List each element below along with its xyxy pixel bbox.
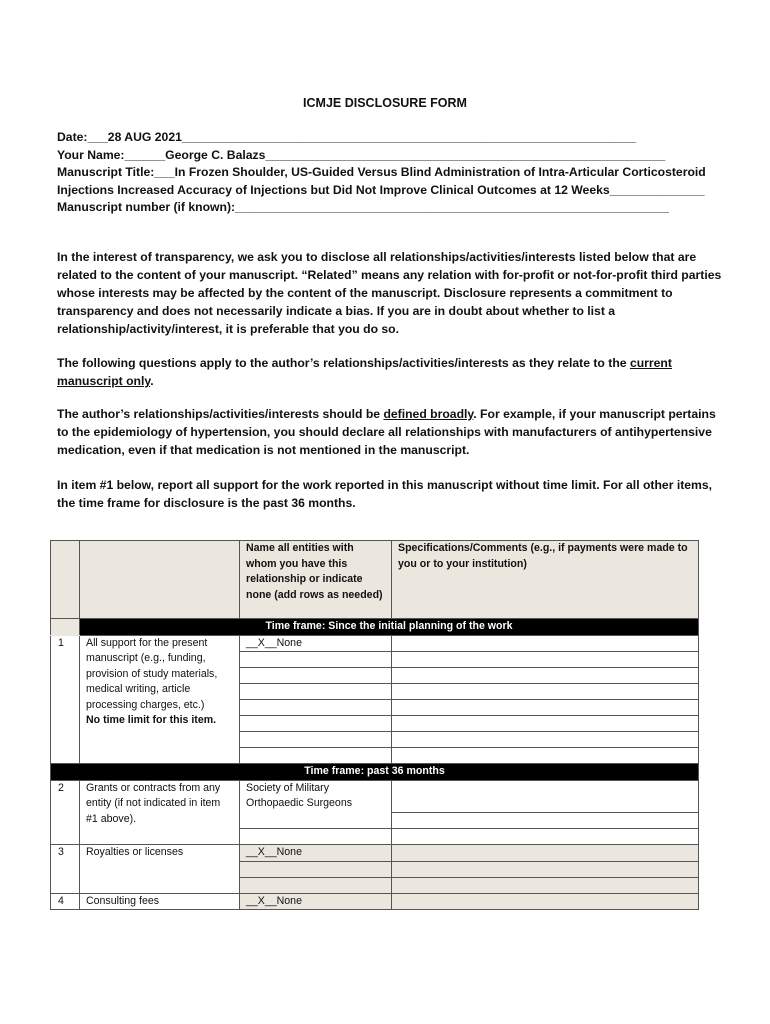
manuscript-title-line-2: Injections Increased Accuracy of Injections but Did Not Improve Clinical Outcomes at 12 Weeks______________ bbox=[57, 182, 705, 197]
broad-text: The author’s relationships/activities/interests should be bbox=[57, 407, 384, 421]
comment-field[interactable] bbox=[392, 748, 699, 764]
item-row-3 bbox=[51, 844, 699, 861]
entity-field[interactable] bbox=[240, 684, 392, 700]
table-header-row bbox=[51, 541, 699, 619]
comment-field[interactable] bbox=[392, 844, 699, 861]
scope-underlined: current manuscript only bbox=[57, 356, 672, 388]
comment-field[interactable] bbox=[392, 893, 699, 910]
comment-field[interactable] bbox=[392, 684, 699, 700]
item-number: 2 bbox=[51, 780, 80, 844]
comment-field[interactable] bbox=[392, 652, 699, 668]
entity-field[interactable]: Society of Military Orthopaedic Surgeons bbox=[240, 780, 392, 828]
comment-field[interactable] bbox=[392, 668, 699, 684]
entity-field[interactable]: __X__None bbox=[240, 893, 392, 910]
broad-definition-paragraph bbox=[57, 405, 727, 459]
item-label-note: No time limit for this item. bbox=[86, 714, 217, 726]
item-row-1 bbox=[51, 635, 699, 652]
broad-text-end: . For example, if your manuscript pertains to the epidemiology of hypertension, you should declare all relationships with manufacturers of antihypertensive medication, even if that medication is not mentioned in the manuscript. bbox=[57, 407, 716, 457]
disclosure-table bbox=[50, 540, 699, 910]
item-number: 3 bbox=[51, 844, 80, 893]
item-label: Grants or contracts from any entity (if not indicated in item #1 above). bbox=[80, 780, 240, 844]
item-label-text: All support for the present manuscript (e.g., funding, provision of study materials, medical writing, article processing charges, etc.) bbox=[86, 636, 218, 711]
broad-underlined: defined broadly bbox=[383, 407, 474, 421]
item-row-4 bbox=[51, 893, 699, 910]
entity-field[interactable] bbox=[240, 828, 392, 844]
item-label: Consulting fees bbox=[80, 893, 240, 910]
comment-field[interactable] bbox=[392, 861, 699, 877]
transparency-paragraph: In the interest of transparency, we ask you to disclose all relationships/activities/interests listed below that are related to the content of your manuscript. “Related” means any relation with for-profit or not-for-profit third parties whose interests may be affected by the content of the manuscript. Disclosure represents a commitment to transparency and does not necessarily indicate a bias. If you are in doubt about whether to list a relationship/activity/interest, it is preferable that you do so. bbox=[57, 250, 722, 336]
comment-field[interactable] bbox=[392, 780, 699, 812]
scope-end: . bbox=[150, 374, 154, 388]
comment-field[interactable] bbox=[392, 812, 699, 828]
comment-field[interactable] bbox=[392, 828, 699, 844]
time-frame-band-1 bbox=[51, 619, 699, 636]
entity-field[interactable] bbox=[240, 700, 392, 716]
entity-field[interactable] bbox=[240, 652, 392, 668]
time-frame-band-2 bbox=[51, 764, 699, 781]
entities-column-header: Name all entities with whom you have this relationship or indicate none (add rows as needed) bbox=[240, 541, 392, 619]
item-row-2 bbox=[51, 780, 699, 812]
entity-field[interactable] bbox=[240, 861, 392, 877]
entity-field[interactable] bbox=[240, 748, 392, 764]
entity-field[interactable]: __X__None bbox=[240, 635, 392, 652]
specifications-column-header: Specifications/Comments (e.g., if payments were made to you or to your institution) bbox=[392, 541, 699, 619]
date-line: Date:___28 AUG 2021___________________________________________________________________ bbox=[57, 130, 637, 144]
item-label bbox=[80, 635, 240, 764]
item-number: 1 bbox=[51, 635, 80, 764]
entity-field[interactable] bbox=[240, 877, 392, 893]
time-frame-label-1: Time frame: Since the initial planning of the work bbox=[80, 619, 699, 636]
comment-field[interactable] bbox=[392, 700, 699, 716]
manuscript-title-line-1: Manuscript Title:___In Frozen Shoulder, US-Guided Versus Blind Administration of Intra-Articular Corticosteroid bbox=[57, 165, 706, 179]
item-label: Royalties or licenses bbox=[80, 844, 240, 893]
scope-paragraph bbox=[57, 354, 727, 390]
header-fields bbox=[57, 129, 717, 217]
form-title: ICMJE DISCLOSURE FORM bbox=[303, 96, 467, 110]
scope-text: The following questions apply to the author’s relationships/activities/interests as they relate to the bbox=[57, 356, 630, 370]
entity-field[interactable] bbox=[240, 668, 392, 684]
comment-field[interactable] bbox=[392, 635, 699, 652]
time-frame-label-2: Time frame: past 36 months bbox=[51, 764, 699, 781]
comment-field[interactable] bbox=[392, 877, 699, 893]
comment-field[interactable] bbox=[392, 732, 699, 748]
comment-field[interactable] bbox=[392, 716, 699, 732]
entity-field[interactable] bbox=[240, 716, 392, 732]
entity-field[interactable] bbox=[240, 732, 392, 748]
item-number: 4 bbox=[51, 893, 80, 910]
name-line: Your Name:______George C. Balazs___________________________________________________________ bbox=[57, 147, 666, 162]
entity-field[interactable]: __X__None bbox=[240, 844, 392, 861]
time-frame-paragraph: In item #1 below, report all support for the work reported in this manuscript without time limit. For all other items, the time frame for disclosure is the past 36 months. bbox=[57, 478, 713, 510]
manuscript-number-line: Manuscript number (if known):________________________________________________________________ bbox=[57, 200, 669, 214]
